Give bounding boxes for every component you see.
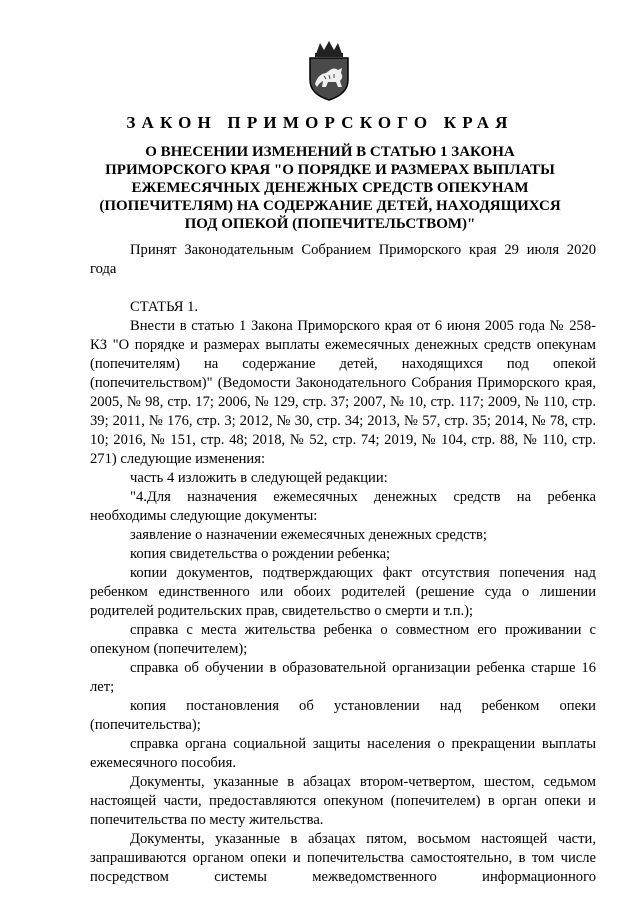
document-body [90,241,596,887]
paragraph: копия свидетельства о рождении ребенка; [130,546,391,562]
paragraph: копии документов, подтверждающих факт отсутствия попечения над ребенком единственного или обоих родителей (решение суда о лишении родителей родительских прав, свидетельство о смерти и т.п.); [90,565,596,619]
law-title: ЗАКОН ПРИМОРСКОГО КРАЯ [126,113,514,132]
paragraph: справка органа социальной защиты населения о прекращении выплаты ежемесячного пособия. [90,736,596,771]
paragraph: Документы, указанные в абзацах пятом, восьмом настоящей части, запрашиваются органом опеки и попечительства самостоятельно, в том числе посредством системы межведомственного информационного [90,831,596,885]
law-subtitle: О ВНЕСЕНИИ ИЗМЕНЕНИЙ В СТАТЬЮ 1 ЗАКОНА ПРИМОРСКОГО КРАЯ "О ПОРЯДКЕ И РАЗМЕРАХ ВЫПЛАТЫ ЕЖЕМЕСЯЧНЫХ ДЕНЕЖНЫХ СРЕДСТВ ОПЕКУНАМ (ПОПЕЧИТЕЛЯМ) НА СОДЕРЖАНИЕ ДЕТЕЙ, НАХОДЯЩИХСЯ ПОД ОПЕКОЙ (ПОПЕЧИТЕЛЬСТВОМ)" [99,144,561,232]
paragraph: справка с места жительства ребенка о совместном его проживании с опекуном (попечителем); [90,622,596,657]
paragraph: справка об обучении в образовательной организации ребенка старше 16 лет; [90,660,596,695]
paragraph: Внести в статью 1 Закона Приморского края от 6 июня 2005 года № 258-КЗ "О порядке и размерах выплаты ежемесячных денежных средств опекунам (попечителям) на содержание детей, находящихся под опекой (попечительством)" (Ведомости Законодательного Собрания Приморского края, 2005, № 98, стр. 17; 2006, № 129, стр. 37; 2007, № 10, стр. 117; 2009, № 110, стр. 39; 2011, № 176, стр. 3; 2012, № 30, стр. 34; 2013, № 57, стр. 35; 2014, № 78, стр. 10; 2016, № 151, стр. 48; 2018, № 52, стр. 74; 2019, № 104, стр. 88, № 110, стр. 271) следующие изменения: [90,318,596,467]
article-heading: СТАТЬЯ 1. [130,299,199,315]
paragraph: часть 4 изложить в следующей редакции: [130,470,388,486]
paragraph: заявление о назначении ежемесячных денежных средств; [130,527,487,543]
adopted-note: Принят Законодательным Собранием Приморского края 29 июля 2020 года [90,242,596,277]
coat-of-arms-icon [300,40,358,102]
paragraph: "4.Для назначения ежемесячных денежных средств на ребенка необходимы следующие документы: [90,489,596,524]
paragraph: копия постановления об установлении над ребенком опеки (попечительства); [90,698,596,733]
paragraph: Документы, указанные в абзацах втором-четвертом, шестом, седьмом настоящей части, предоставляются опекуном (попечителем) в орган опеки и попечительства по месту жительства. [90,774,596,828]
